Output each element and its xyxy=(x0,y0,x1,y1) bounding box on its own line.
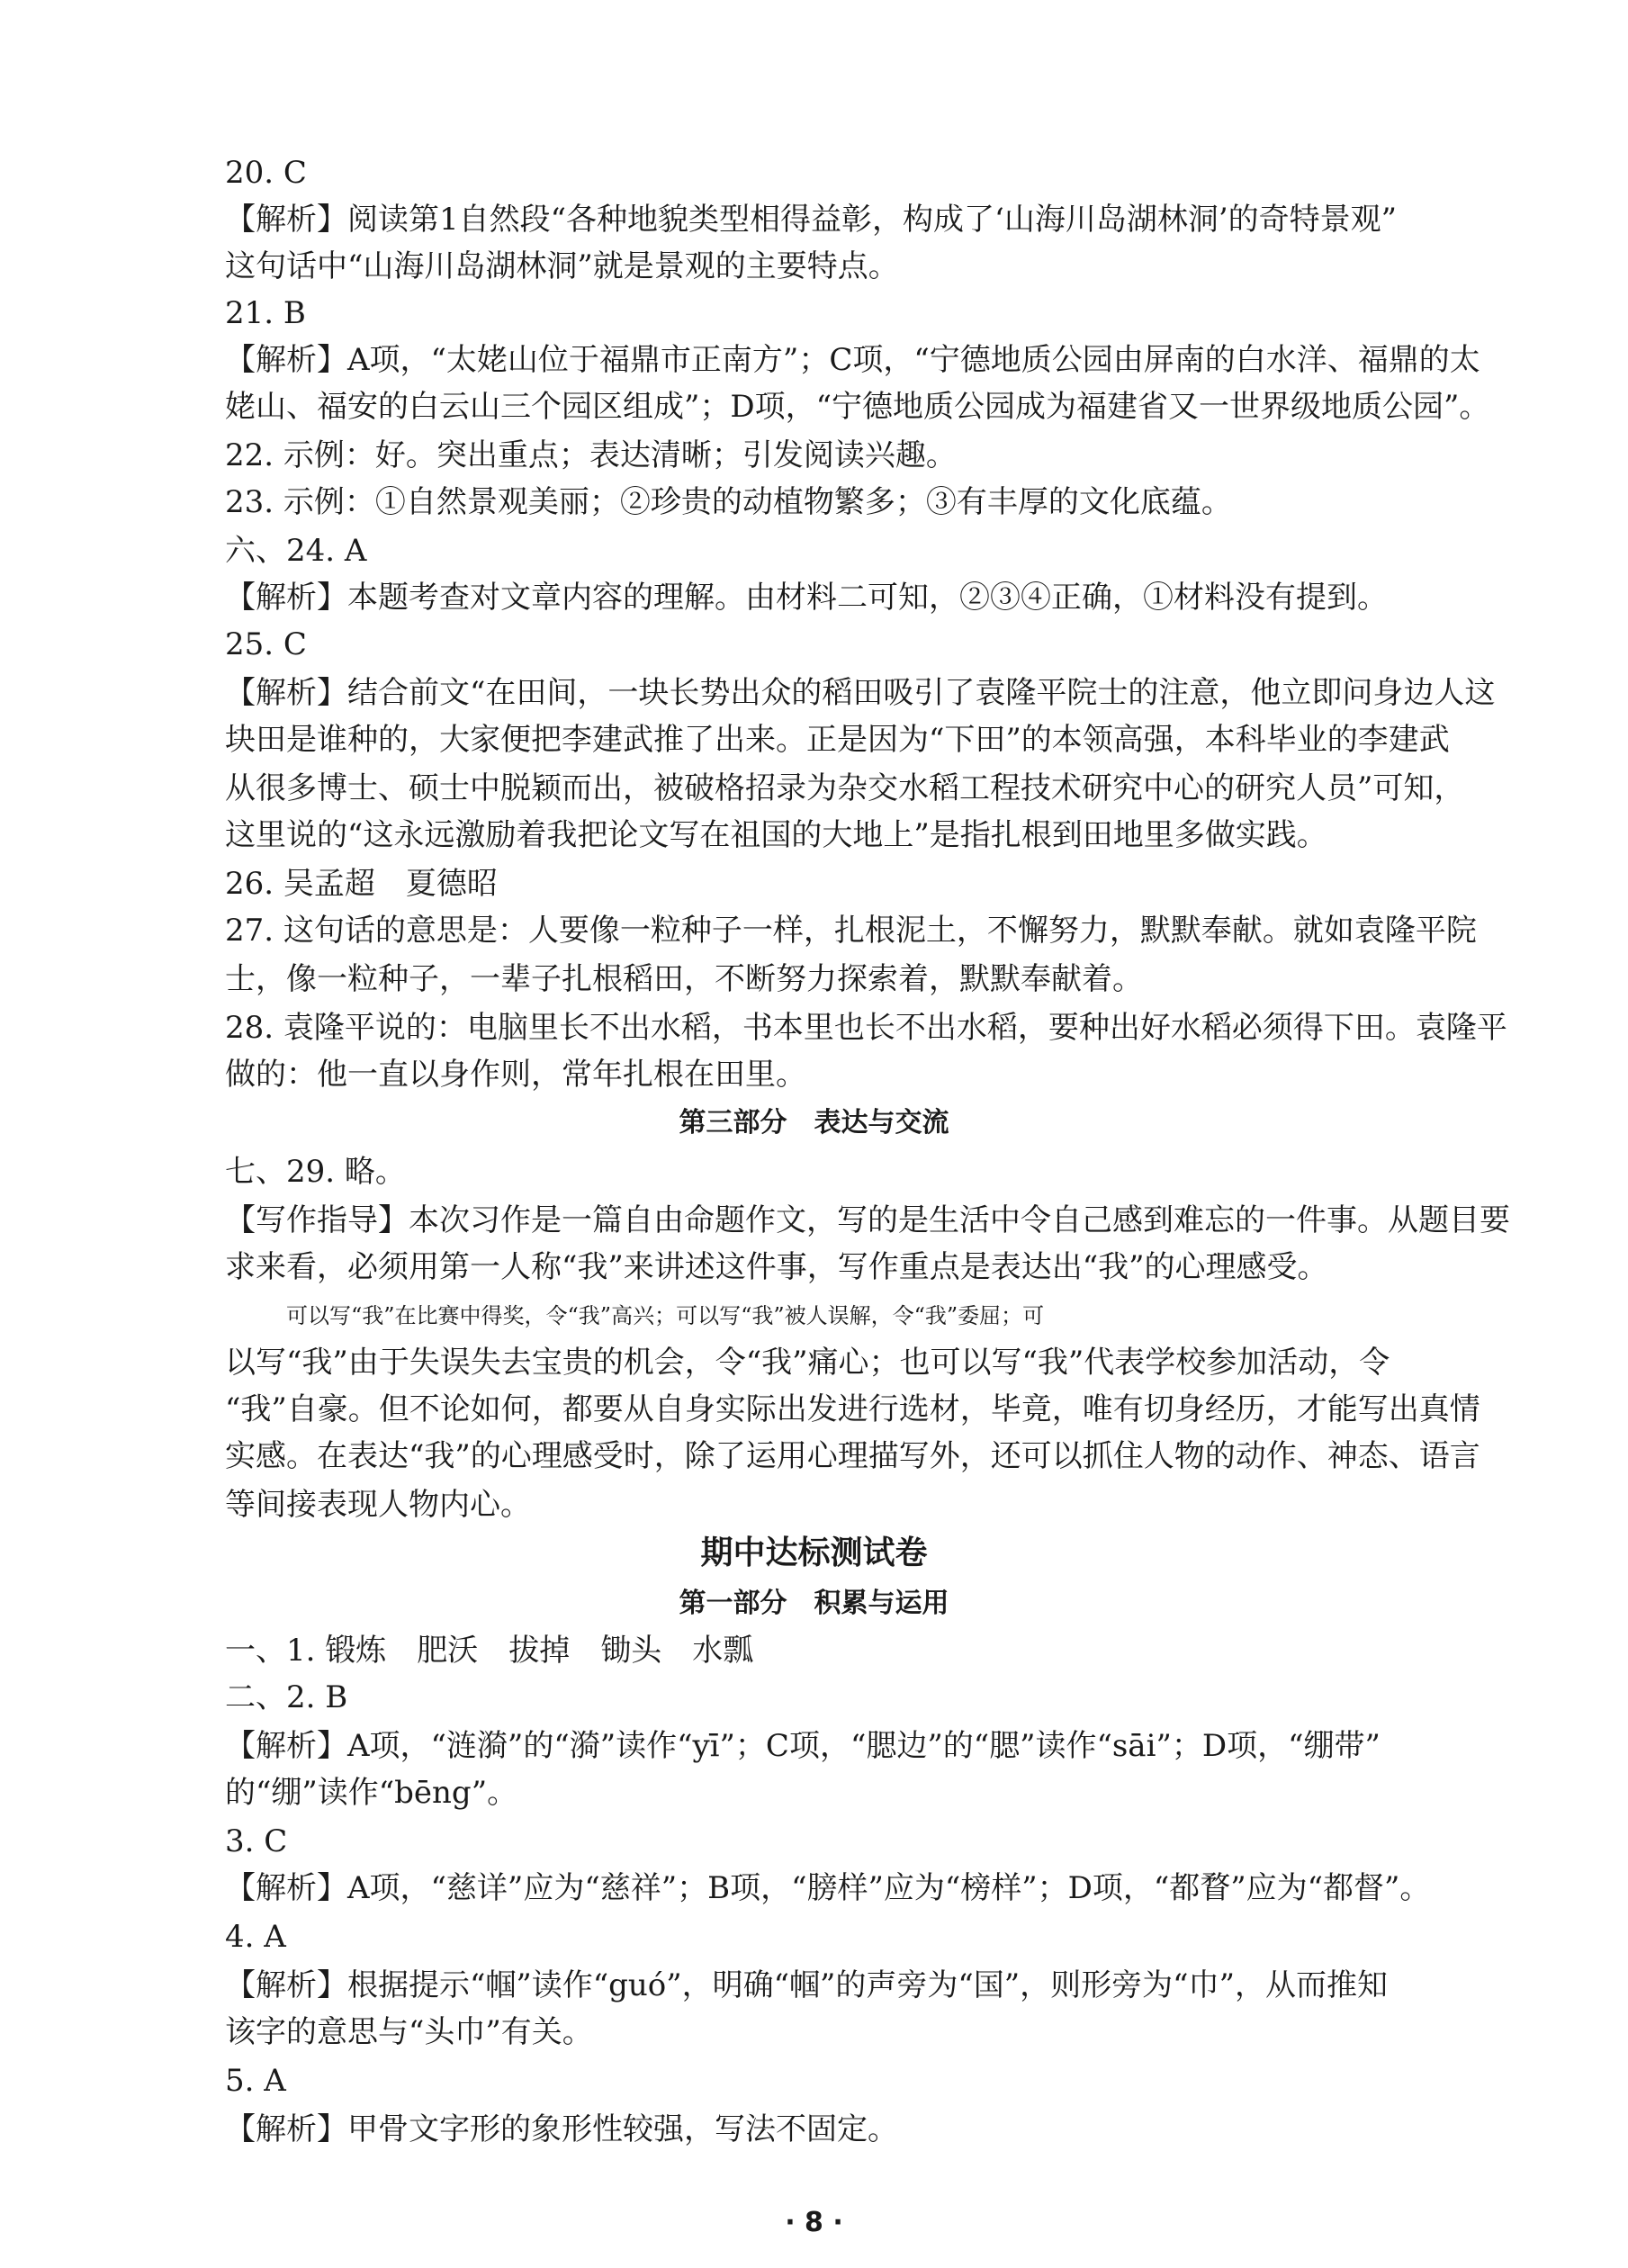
answer-line: 六、24. A xyxy=(225,533,367,569)
answer-line: 28. 袁隆平说的：电脑里长不出水稻，书本里也长不出水稻，要种出好水稻必须得下田。袁隆平 xyxy=(225,1010,1507,1046)
answer-line: 27. 这句话的意思是：人要像一粒种子一样，扎根泥土，不懈努力，默默奉献。就如袁隆平院 xyxy=(225,913,1477,949)
answer-line: 25. C xyxy=(225,626,307,662)
page-number: · 8 · xyxy=(785,2207,843,2238)
analysis-line: 【解析】阅读第1自然段“各种地貌类型相得益彰，构成了‘山海川岛湖林洞’的奇特景观” xyxy=(225,202,1398,238)
answer-line: 21. B xyxy=(225,295,306,331)
answer-line: 二、2. B xyxy=(225,1679,348,1715)
answer-line: 士，像一粒种子，一辈子扎根稻田，不断努力探索着，默默奉献着。 xyxy=(225,961,1143,997)
answer-line: 22. 示例：好。突出重点；表达清晰；引发阅读兴趣。 xyxy=(225,437,957,473)
analysis-line: 【解析】甲骨文字形的象形性较强，写法不固定。 xyxy=(225,2111,898,2147)
writing-guide-line: 可以写“我”在比赛中得奖，令“我”高兴；可以写“我”被人误解，令“我”委屈；可 xyxy=(286,1303,1045,1328)
writing-guide-line: 求来看，必须用第一人称“我”来讲述这件事，写作重点是表达出“我”的心理感受。 xyxy=(225,1249,1328,1285)
analysis-line: 【解析】结合前文“在田间，一块长势出众的稻田吸引了袁隆平院士的注意，他立即问身边人这 xyxy=(225,675,1496,711)
analysis-line: 【解析】根据提示“帼”读作“guó”，明确“帼”的声旁为“国”，则形旁为“巾”，从而推知 xyxy=(225,1967,1388,2003)
answer-line: 做的：他一直以身作则，常年扎根在田里。 xyxy=(225,1057,806,1093)
answer-line: 26. 吴孟超 夏德昭 xyxy=(225,866,498,902)
test-title: 期中达标测试卷 xyxy=(700,1534,928,1571)
writing-guide-line: 等间接表现人物内心。 xyxy=(225,1487,531,1523)
analysis-line: 这里说的“这永远激励着我把论文写在祖国的大地上”是指扎根到田地里多做实践。 xyxy=(225,817,1327,853)
answer-line: 七、29. 略。 xyxy=(225,1154,406,1190)
analysis-line: 姥山、福安的白云山三个园区组成”；D项，“宁德地质公园成为福建省又一世界级地质公园”。 xyxy=(225,389,1490,425)
analysis-line: 的“绷”读作“bēng”。 xyxy=(225,1775,518,1811)
answer-line: 4. A xyxy=(225,1919,286,1955)
analysis-line: 【解析】A项，“慈详”应为“慈祥”；B项，“膀样”应为“榜样”；D项，“都瞀”应为“都督”。 xyxy=(225,1870,1431,1906)
analysis-line: 该字的意思与“头巾”有关。 xyxy=(225,2014,593,2050)
answer-line: 5. A xyxy=(225,2063,286,2099)
analysis-line: 【解析】A项，“太姥山位于福鼎市正南方”；C项，“宁德地质公园由屏南的白水洋、福鼎的太 xyxy=(225,342,1480,378)
section-heading: 第三部分 表达与交流 xyxy=(679,1107,949,1138)
answer-line: 20. C xyxy=(225,155,307,191)
writing-guide-line: 以写“我”由于失误失去宝贵的机会，令“我”痛心；也可以写“我”代表学校参加活动，令 xyxy=(225,1345,1390,1381)
answer-line: 3. C xyxy=(225,1823,288,1859)
analysis-line: 【解析】A项，“涟漪”的“漪”读作“yī”；C项，“腮边”的“腮”读作“sāi”；D项，“绷带” xyxy=(225,1728,1381,1764)
answer-line: 一、1. 锻炼 肥沃 拔掉 锄头 水瓢 xyxy=(225,1633,754,1669)
writing-guide-line: 【写作指导】本次习作是一篇自由命题作文，写的是生活中令自己感到难忘的一件事。从题目要 xyxy=(225,1202,1510,1238)
analysis-line: 从很多博士、硕士中脱颖而出，被破格招录为杂交水稻工程技术研究中心的研究人员”可知， xyxy=(225,770,1465,806)
section-heading: 第一部分 积累与运用 xyxy=(679,1588,949,1619)
analysis-line: 块田是谁种的，大家便把李建武推了出来。正是因为“下田”的本领高强，本科毕业的李建武 xyxy=(225,722,1450,758)
analysis-line: 这句话中“山海川岛湖林洞”就是景观的主要特点。 xyxy=(225,248,899,284)
writing-guide-line: 实感。在表达“我”的心理感受时，除了运用心理描写外，还可以抓住人物的动作、神态、语言 xyxy=(225,1438,1480,1474)
analysis-line: 【解析】本题考查对文章内容的理解。由材料二可知，②③④正确，①材料没有提到。 xyxy=(225,580,1388,616)
answer-line: 23. 示例：①自然景观美丽；②珍贵的动植物繁多；③有丰厚的文化底蕴。 xyxy=(225,484,1232,520)
writing-guide-line: “我”自豪。但不论如何，都要从自身实际出发进行选材，毕竟，唯有切身经历，才能写出真情 xyxy=(225,1391,1480,1427)
